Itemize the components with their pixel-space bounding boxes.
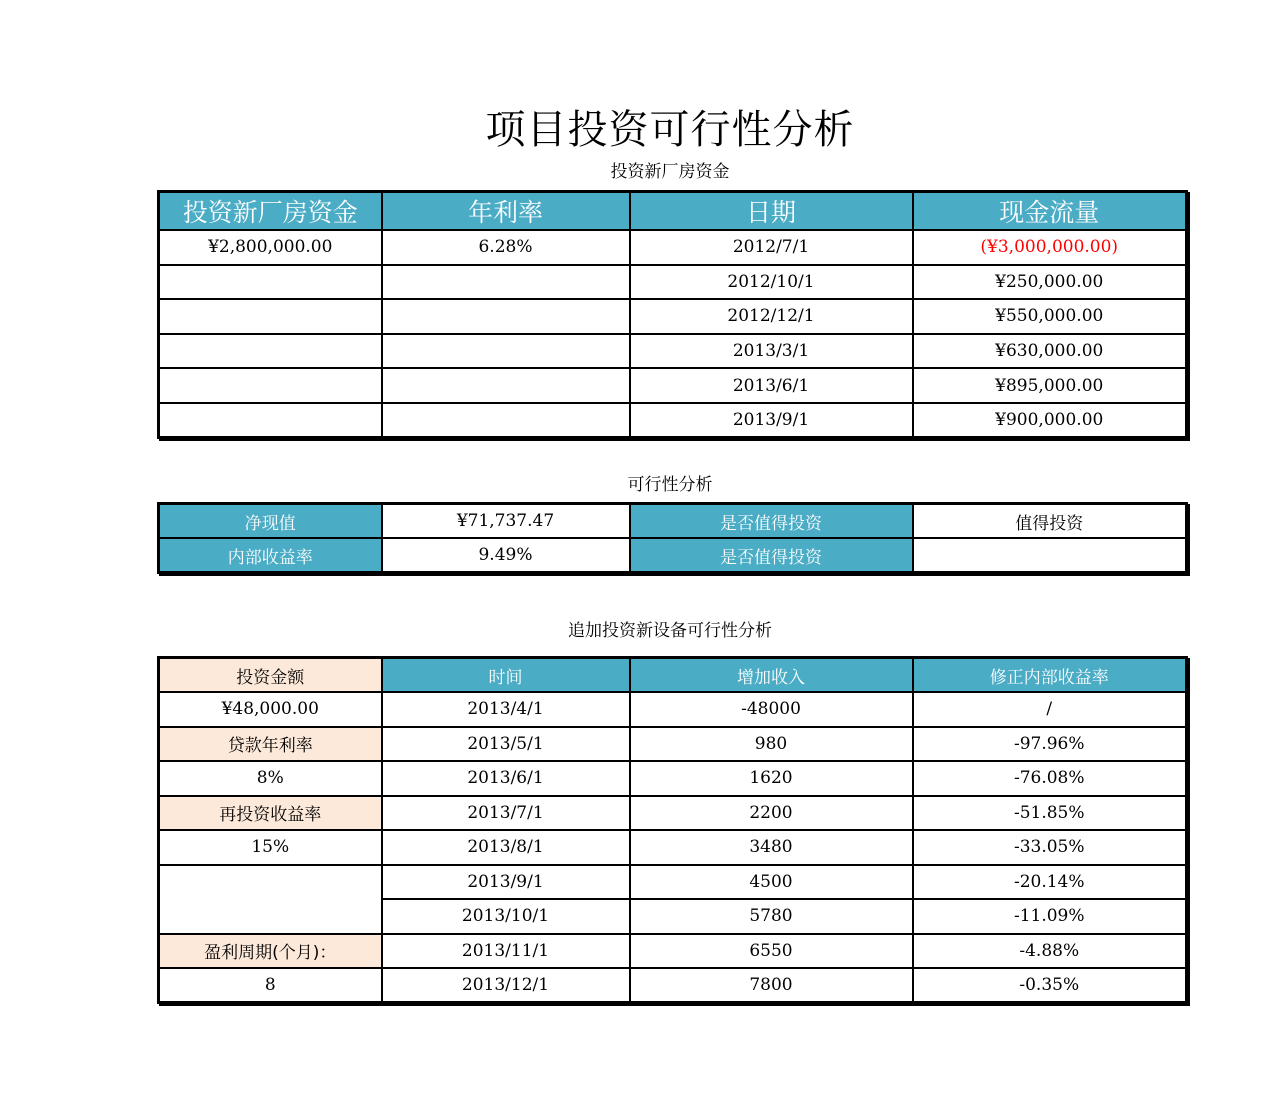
table-row (159, 692, 1187, 727)
section3-caption: 追加投资新设备可行性分析 (568, 621, 772, 641)
investment-amount-label[interactable]: 投资金额 (159, 658, 382, 693)
worth-investing-value[interactable]: 值得投资 (913, 504, 1187, 539)
table-row (159, 334, 1187, 369)
mirr-cell[interactable]: -33.05% (913, 830, 1187, 865)
added-income-cell[interactable]: -48000 (630, 692, 913, 727)
reinvest-rate-label[interactable]: 再投资收益率 (159, 796, 382, 831)
added-income-cell[interactable]: 4500 (630, 865, 913, 900)
time-cell[interactable]: 2013/10/1 (382, 899, 630, 934)
annual-rate-cell[interactable] (382, 368, 630, 403)
investment-amount-cell[interactable] (159, 265, 382, 300)
npv-value[interactable]: ¥71,737.47 (382, 504, 630, 539)
annual-rate-cell[interactable] (382, 265, 630, 300)
header-cell[interactable]: 修正内部收益率 (913, 658, 1187, 693)
section1-caption: 投资新厂房资金 (610, 162, 730, 182)
time-cell[interactable]: 2013/6/1 (382, 761, 630, 796)
date-cell[interactable]: 2013/3/1 (630, 334, 913, 369)
cash-flow-cell[interactable]: ¥895,000.00 (913, 368, 1187, 403)
added-income-cell[interactable]: 2200 (630, 796, 913, 831)
added-income-cell[interactable]: 6550 (630, 934, 913, 969)
table-row (159, 968, 1187, 1003)
date-cell[interactable]: 2013/6/1 (630, 368, 913, 403)
time-cell[interactable]: 2013/5/1 (382, 727, 630, 762)
investment-amount-cell[interactable] (159, 403, 382, 438)
time-cell[interactable]: 2013/7/1 (382, 796, 630, 831)
added-income-cell[interactable]: 5780 (630, 899, 913, 934)
cash-flow-cell[interactable]: ¥630,000.00 (913, 334, 1187, 369)
profit-period-label[interactable]: 盈利周期(个月)： (159, 934, 382, 969)
cash-flow-cell[interactable]: ¥550,000.00 (913, 299, 1187, 334)
investment-amount-cell[interactable] (159, 299, 382, 334)
table-row (159, 761, 1187, 796)
mirr-cell[interactable]: -0.35% (913, 968, 1187, 1003)
investment-amount-value[interactable]: ¥48,000.00 (159, 692, 382, 727)
annual-rate-cell[interactable] (382, 299, 630, 334)
mirr-cell[interactable]: / (913, 692, 1187, 727)
annual-rate-cell[interactable]: 6.28% (382, 230, 630, 265)
reinvest-rate-value[interactable]: 15% (159, 830, 382, 865)
table-row (159, 368, 1187, 403)
feasibility-table (157, 502, 1188, 574)
table-row (159, 504, 1187, 539)
table-row (159, 727, 1187, 762)
added-income-cell[interactable]: 7800 (630, 968, 913, 1003)
investment-amount-cell[interactable]: ¥2,800,000.00 (159, 230, 382, 265)
header-cell[interactable]: 日期 (630, 192, 913, 231)
empty-merged-cell[interactable] (159, 865, 382, 934)
time-cell[interactable]: 2013/12/1 (382, 968, 630, 1003)
date-cell[interactable]: 2013/9/1 (630, 403, 913, 438)
date-cell[interactable]: 2012/7/1 (630, 230, 913, 265)
header-cell[interactable]: 现金流量 (913, 192, 1187, 231)
worth-investing-value[interactable] (913, 538, 1187, 573)
loan-rate-value[interactable]: 8% (159, 761, 382, 796)
header-cell[interactable]: 增加收入 (630, 658, 913, 693)
cash-flow-cell[interactable]: ¥250,000.00 (913, 265, 1187, 300)
factory-investment-table (157, 190, 1188, 439)
loan-rate-label[interactable]: 贷款年利率 (159, 727, 382, 762)
time-cell[interactable]: 2013/9/1 (382, 865, 630, 900)
irr-value[interactable]: 9.49% (382, 538, 630, 573)
table-row (159, 230, 1187, 265)
worth-investing-label[interactable]: 是否值得投资 (630, 504, 913, 539)
table-row (159, 538, 1187, 573)
profit-period-value[interactable]: 8 (159, 968, 382, 1003)
mirr-cell[interactable]: -20.14% (913, 865, 1187, 900)
added-income-cell[interactable]: 3480 (630, 830, 913, 865)
investment-amount-cell[interactable] (159, 368, 382, 403)
header-cell[interactable]: 时间 (382, 658, 630, 693)
time-cell[interactable]: 2013/11/1 (382, 934, 630, 969)
table-row (159, 830, 1187, 865)
npv-label[interactable]: 净现值 (159, 504, 382, 539)
mirr-cell[interactable]: -11.09% (913, 899, 1187, 934)
annual-rate-cell[interactable] (382, 334, 630, 369)
annual-rate-cell[interactable] (382, 403, 630, 438)
added-income-cell[interactable]: 1620 (630, 761, 913, 796)
equipment-investment-table (157, 656, 1188, 1004)
cash-flow-cell[interactable]: (¥3,000,000.00) (913, 230, 1187, 265)
table-row (159, 796, 1187, 831)
investment-amount-cell[interactable] (159, 334, 382, 369)
cash-flow-cell[interactable]: ¥900,000.00 (913, 403, 1187, 438)
header-cell[interactable]: 年利率 (382, 192, 630, 231)
date-cell[interactable]: 2012/10/1 (630, 265, 913, 300)
mirr-cell[interactable]: -97.96% (913, 727, 1187, 762)
mirr-cell[interactable]: -51.85% (913, 796, 1187, 831)
irr-label[interactable]: 内部收益率 (159, 538, 382, 573)
header-cell[interactable]: 投资新厂房资金 (159, 192, 382, 231)
table-row (159, 265, 1187, 300)
table-row (159, 299, 1187, 334)
table-row (159, 934, 1187, 969)
section2-caption: 可行性分析 (627, 475, 713, 495)
table-header-row (159, 192, 1187, 231)
page-title: 项目投资可行性分析 (485, 107, 855, 153)
added-income-cell[interactable]: 980 (630, 727, 913, 762)
worth-investing-label[interactable]: 是否值得投资 (630, 538, 913, 573)
table-row (159, 403, 1187, 438)
time-cell[interactable]: 2013/4/1 (382, 692, 630, 727)
date-cell[interactable]: 2012/12/1 (630, 299, 913, 334)
mirr-cell[interactable]: -4.88% (913, 934, 1187, 969)
time-cell[interactable]: 2013/8/1 (382, 830, 630, 865)
table-row (159, 865, 1187, 900)
mirr-cell[interactable]: -76.08% (913, 761, 1187, 796)
table-header-row (159, 658, 1187, 693)
